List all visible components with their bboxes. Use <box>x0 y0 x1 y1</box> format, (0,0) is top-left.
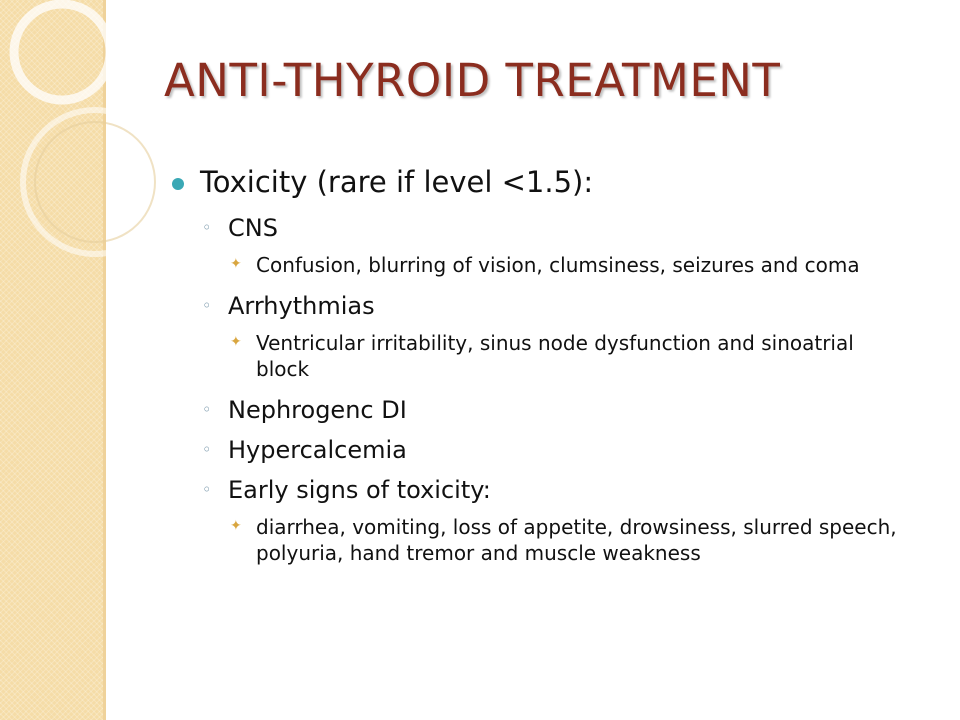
sub-sub-bullet-item <box>228 252 912 278</box>
sub-bullet-text: CNS <box>228 214 278 242</box>
sub-sub-bullet-text: diarrhea, vomiting, loss of appetite, drowsiness, slurred speech, polyuria, hand tremor and muscle weakness <box>256 515 897 565</box>
sub-bullet-item <box>202 474 912 506</box>
ring-bullet-icon: ◦ <box>202 440 212 459</box>
sub-sub-bullet-text: Ventricular irritability, sinus node dysfunction and sinoatrial block <box>256 331 854 381</box>
star-bullet-icon: ✦ <box>230 518 242 534</box>
ring-bullet-icon: ◦ <box>202 296 212 315</box>
sub-bullet-item <box>202 212 912 244</box>
sub-bullet-item <box>202 434 912 466</box>
sub-bullet-text: Early signs of toxicity: <box>228 476 491 504</box>
ring-bullet-icon: ◦ <box>202 400 212 419</box>
decorative-circles <box>0 0 180 300</box>
sub-sub-bullet-text: Confusion, blurring of vision, clumsiness, seizures and coma <box>256 253 860 277</box>
slide-title: ANTI-THYROID TREATMENT <box>164 54 781 107</box>
star-bullet-icon: ✦ <box>230 334 242 350</box>
bullet-list <box>172 160 912 578</box>
ring-bullet-icon: ◦ <box>202 218 212 237</box>
sub-sub-bullet-item <box>228 330 912 382</box>
bullet-item <box>172 160 912 204</box>
ring-bullet-icon: ◦ <box>202 480 212 499</box>
sub-bullet-text: Arrhythmias <box>228 292 375 320</box>
sub-sub-bullet-item <box>228 514 912 566</box>
sub-bullet-text: Hypercalcemia <box>228 436 407 464</box>
sub-bullet-text: Nephrogenc DI <box>228 396 407 424</box>
star-bullet-icon: ✦ <box>230 256 242 272</box>
bullet-text: Toxicity (rare if level <1.5): <box>200 165 594 199</box>
bullet-dot-icon <box>172 178 184 190</box>
sub-bullet-item <box>202 290 912 322</box>
sub-bullet-item <box>202 394 912 426</box>
